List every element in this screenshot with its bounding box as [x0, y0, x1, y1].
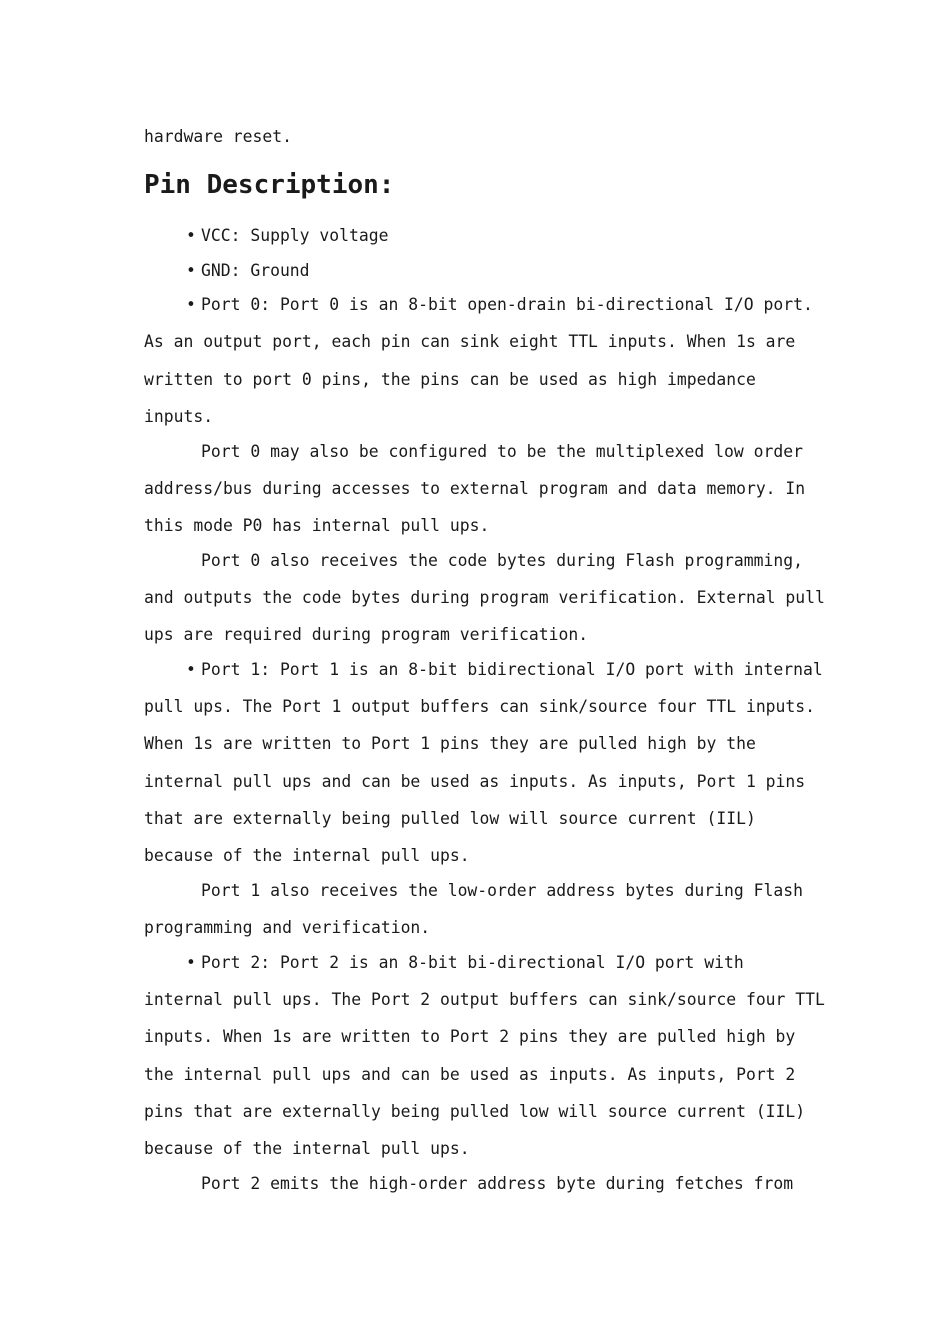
bullet-glyph: •	[186, 295, 196, 314]
text-line: this mode P0 has internal pull ups.	[144, 516, 490, 535]
text-line: and outputs the code bytes during program verification. External pull	[144, 588, 825, 607]
text-line: written to port 0 pins, the pins can be used as high impedance	[144, 370, 756, 389]
bullet-vcc: VCC: Supply voltage	[201, 226, 389, 245]
text-line: because of the internal pull ups.	[144, 1139, 470, 1158]
bullet-port1: Port 1: Port 1 is an 8-bit bidirectional I/O port with internal	[201, 660, 823, 679]
text-line: pins that are externally being pulled low will source current (IIL)	[144, 1102, 806, 1121]
text-line: inputs. When 1s are written to Port 2 pins they are pulled high by	[144, 1027, 796, 1046]
bullet-glyph: •	[186, 226, 196, 245]
bullet-glyph: •	[186, 261, 196, 280]
section-heading: Pin Description:	[144, 170, 395, 200]
text-line: the internal pull ups and can be used as inputs. As inputs, Port 2	[144, 1065, 796, 1084]
paragraph-start: Port 2 emits the high-order address byte during fetches from	[201, 1174, 794, 1193]
bullet-glyph: •	[186, 660, 196, 679]
text-line: When 1s are written to Port 1 pins they are pulled high by the	[144, 734, 756, 753]
text-line: that are externally being pulled low will source current (IIL)	[144, 809, 756, 828]
bullet-glyph: •	[186, 953, 196, 972]
paragraph-start: Port 1 also receives the low-order address bytes during Flash	[201, 881, 803, 900]
bullet-port2: Port 2: Port 2 is an 8-bit bi-directional I/O port with	[201, 953, 744, 972]
text-line: internal pull ups and can be used as inputs. As inputs, Port 1 pins	[144, 772, 806, 791]
text-line: because of the internal pull ups.	[144, 846, 470, 865]
paragraph-start: Port 0 may also be configured to be the multiplexed low order	[201, 442, 803, 461]
text-line: programming and verification.	[144, 918, 431, 937]
lead-line: hardware reset.	[144, 127, 293, 146]
text-line: internal pull ups. The Port 2 output buffers can sink/source four TTL	[144, 990, 825, 1009]
paragraph-start: Port 0 also receives the code bytes during Flash programming,	[201, 551, 803, 570]
text-line: ups are required during program verification.	[144, 625, 589, 644]
bullet-port0: Port 0: Port 0 is an 8-bit open-drain bi-directional I/O port.	[201, 295, 813, 314]
text-line: address/bus during accesses to external program and data memory. In	[144, 479, 806, 498]
text-line: inputs.	[144, 407, 214, 426]
text-line: As an output port, each pin can sink eight TTL inputs. When 1s are	[144, 332, 796, 351]
bullet-gnd: GND: Ground	[201, 261, 310, 280]
text-line: pull ups. The Port 1 output buffers can sink/source four TTL inputs.	[144, 697, 816, 716]
